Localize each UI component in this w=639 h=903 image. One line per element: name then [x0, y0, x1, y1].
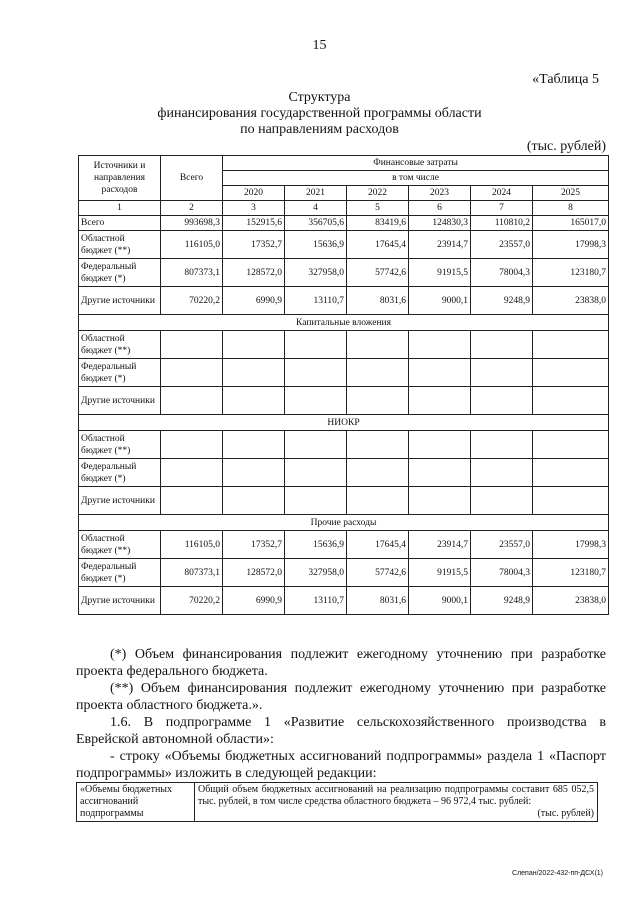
- title-line: по направлениям расходов: [240, 122, 399, 137]
- value-cell: 23838,0: [533, 287, 609, 315]
- value-cell: 123180,7: [533, 259, 609, 287]
- document-code: Слепан/2022-432-пп-ДСХ(1): [512, 870, 603, 877]
- empty-cell: [285, 487, 347, 515]
- empty-cell: [285, 359, 347, 387]
- section-row: [79, 415, 609, 431]
- empty-cell: [161, 487, 223, 515]
- empty-cell: [223, 331, 285, 359]
- year-header: 2024: [471, 186, 533, 201]
- row-label: Областной бюджет (**): [79, 331, 161, 359]
- value-cell: 91915,5: [409, 559, 471, 587]
- note-regional: (**) Объем финансирования подлежит ежегодному уточнению при разработке проекта областного бюджета.».: [76, 681, 606, 713]
- empty-cell: [347, 459, 409, 487]
- value-cell: 78004,3: [471, 259, 533, 287]
- section-row: [79, 315, 609, 331]
- empty-cell: [471, 459, 533, 487]
- table-row: [79, 431, 609, 459]
- empty-cell: [347, 431, 409, 459]
- value-cell: 15636,9: [285, 231, 347, 259]
- value-cell: 9248,9: [471, 587, 533, 615]
- year-header: 2023: [409, 186, 471, 201]
- header-financing: Финансовые затраты: [223, 156, 609, 171]
- value-cell: 17352,7: [223, 231, 285, 259]
- passport-label: «Объемы бюджетных ассигнований подпрограммы: [77, 783, 195, 822]
- value-cell: 23557,0: [471, 231, 533, 259]
- empty-cell: [471, 487, 533, 515]
- column-number: 6: [409, 201, 471, 216]
- column-number: 1: [79, 201, 161, 216]
- value-cell: 83419,6: [347, 216, 409, 231]
- value-cell: 9000,1: [409, 287, 471, 315]
- value-cell: 78004,3: [471, 559, 533, 587]
- value-cell: 17352,7: [223, 531, 285, 559]
- value-cell: 15636,9: [285, 531, 347, 559]
- notes: [76, 646, 606, 782]
- value-cell: 128572,0: [223, 559, 285, 587]
- empty-cell: [285, 387, 347, 415]
- header-total: Всего: [161, 156, 223, 201]
- empty-cell: [409, 487, 471, 515]
- section-title: Прочие расходы: [79, 515, 609, 531]
- table-row: [79, 259, 609, 287]
- empty-cell: [471, 387, 533, 415]
- column-number: 4: [285, 201, 347, 216]
- header-sources: Источники и направления расходов: [79, 156, 161, 201]
- value-cell: 128572,0: [223, 259, 285, 287]
- table-row: [79, 216, 609, 231]
- value-cell: 17645,4: [347, 231, 409, 259]
- value-cell: 123180,7: [533, 559, 609, 587]
- row-label: Другие источники: [79, 487, 161, 515]
- value-cell: 807373,1: [161, 259, 223, 287]
- value-cell: 116105,0: [161, 231, 223, 259]
- section-title: Капитальные вложения: [79, 315, 609, 331]
- row-label: Всего: [79, 216, 161, 231]
- table-row: [79, 331, 609, 359]
- value-cell: 8031,6: [347, 287, 409, 315]
- empty-cell: [409, 431, 471, 459]
- empty-cell: [533, 459, 609, 487]
- table-row: [79, 459, 609, 487]
- empty-cell: [285, 431, 347, 459]
- value-cell: 327958,0: [285, 559, 347, 587]
- value-cell: 152915,6: [223, 216, 285, 231]
- value-cell: 23914,7: [409, 231, 471, 259]
- table-reference: «Таблица 5: [532, 72, 599, 87]
- column-number: 5: [347, 201, 409, 216]
- section-row: [79, 515, 609, 531]
- row-label: Областной бюджет (**): [79, 231, 161, 259]
- value-cell: 23557,0: [471, 531, 533, 559]
- row-label: Другие источники: [79, 387, 161, 415]
- value-cell: 9248,9: [471, 287, 533, 315]
- year-header: 2020: [223, 186, 285, 201]
- table-row: [79, 559, 609, 587]
- title-line: финансирования государственной программы области: [157, 106, 482, 121]
- year-header: 2022: [347, 186, 409, 201]
- row-label: Областной бюджет (**): [79, 431, 161, 459]
- row-label: Федеральный бюджет (*): [79, 559, 161, 587]
- paragraph-1-6: 1.6. В подпрограмме 1 «Развитие сельскохозяйственного производства в Еврейской автономной области»:: [76, 715, 606, 747]
- header-including: в том числе: [223, 171, 609, 186]
- value-cell: 17998,3: [533, 231, 609, 259]
- empty-cell: [347, 359, 409, 387]
- empty-cell: [161, 387, 223, 415]
- value-cell: 6990,9: [223, 287, 285, 315]
- empty-cell: [533, 331, 609, 359]
- empty-cell: [533, 387, 609, 415]
- empty-cell: [285, 331, 347, 359]
- empty-cell: [161, 359, 223, 387]
- year-header: 2021: [285, 186, 347, 201]
- column-number: 2: [161, 201, 223, 216]
- passport-description: Общий объем бюджетных ассигнований на реализацию подпрограммы составит 685 052,5 тыс. рублей, в том числе средства областного бюджета – 96 972,4 тыс. рублей:: [198, 784, 594, 807]
- value-cell: 13110,7: [285, 587, 347, 615]
- value-cell: 6990,9: [223, 587, 285, 615]
- table-row: [79, 387, 609, 415]
- empty-cell: [409, 387, 471, 415]
- value-cell: 327958,0: [285, 259, 347, 287]
- table-row: [79, 231, 609, 259]
- table-row: [79, 287, 609, 315]
- table-row: [79, 487, 609, 515]
- section-title: НИОКР: [79, 415, 609, 431]
- value-cell: 23914,7: [409, 531, 471, 559]
- empty-cell: [533, 431, 609, 459]
- page-number: 15: [312, 38, 327, 53]
- row-label: Другие источники: [79, 587, 161, 615]
- value-cell: 807373,1: [161, 559, 223, 587]
- empty-cell: [223, 387, 285, 415]
- value-cell: 110810,2: [471, 216, 533, 231]
- units-label: (тыс. рублей): [526, 139, 606, 154]
- note-federal: (*) Объем финансирования подлежит ежегодному уточнению при разработке проекта федерального бюджета.: [76, 647, 606, 679]
- empty-cell: [161, 331, 223, 359]
- value-cell: 91915,5: [409, 259, 471, 287]
- table-row: [79, 587, 609, 615]
- empty-cell: [347, 387, 409, 415]
- column-number: 8: [533, 201, 609, 216]
- empty-cell: [409, 459, 471, 487]
- passport-text: [195, 783, 598, 822]
- passport-units: (тыс. рублей): [537, 808, 594, 819]
- empty-cell: [223, 459, 285, 487]
- row-label: Другие источники: [79, 287, 161, 315]
- value-cell: 70220,2: [161, 587, 223, 615]
- value-cell: 8031,6: [347, 587, 409, 615]
- value-cell: 17998,3: [533, 531, 609, 559]
- value-cell: 17645,4: [347, 531, 409, 559]
- value-cell: 57742,6: [347, 259, 409, 287]
- empty-cell: [223, 431, 285, 459]
- empty-cell: [533, 359, 609, 387]
- empty-cell: [347, 331, 409, 359]
- empty-cell: [161, 431, 223, 459]
- empty-cell: [471, 431, 533, 459]
- value-cell: 57742,6: [347, 559, 409, 587]
- empty-cell: [285, 459, 347, 487]
- table-title: [0, 90, 639, 138]
- year-header: 2025: [533, 186, 609, 201]
- table-row: [79, 359, 609, 387]
- passport-table: [76, 782, 598, 822]
- empty-cell: [161, 459, 223, 487]
- value-cell: 9000,1: [409, 587, 471, 615]
- row-label: Областной бюджет (**): [79, 531, 161, 559]
- value-cell: 356705,6: [285, 216, 347, 231]
- row-label: Федеральный бюджет (*): [79, 459, 161, 487]
- empty-cell: [471, 331, 533, 359]
- empty-cell: [409, 331, 471, 359]
- title-line: Структура: [288, 90, 351, 105]
- row-label: Федеральный бюджет (*): [79, 359, 161, 387]
- empty-cell: [409, 359, 471, 387]
- table-row: [79, 531, 609, 559]
- empty-cell: [347, 487, 409, 515]
- column-number: 7: [471, 201, 533, 216]
- financing-table: [78, 155, 609, 615]
- empty-cell: [471, 359, 533, 387]
- value-cell: 70220,2: [161, 287, 223, 315]
- value-cell: 116105,0: [161, 531, 223, 559]
- empty-cell: [533, 487, 609, 515]
- paragraph-passport: - строку «Объемы бюджетных ассигнований подпрограммы» раздела 1 «Паспорт подпрограммы» изложить в следующей редакции:: [76, 749, 606, 781]
- value-cell: 124830,3: [409, 216, 471, 231]
- empty-cell: [223, 487, 285, 515]
- value-cell: 23838,0: [533, 587, 609, 615]
- value-cell: 993698,3: [161, 216, 223, 231]
- value-cell: 165017,0: [533, 216, 609, 231]
- row-label: Федеральный бюджет (*): [79, 259, 161, 287]
- value-cell: 13110,7: [285, 287, 347, 315]
- column-number: 3: [223, 201, 285, 216]
- empty-cell: [223, 359, 285, 387]
